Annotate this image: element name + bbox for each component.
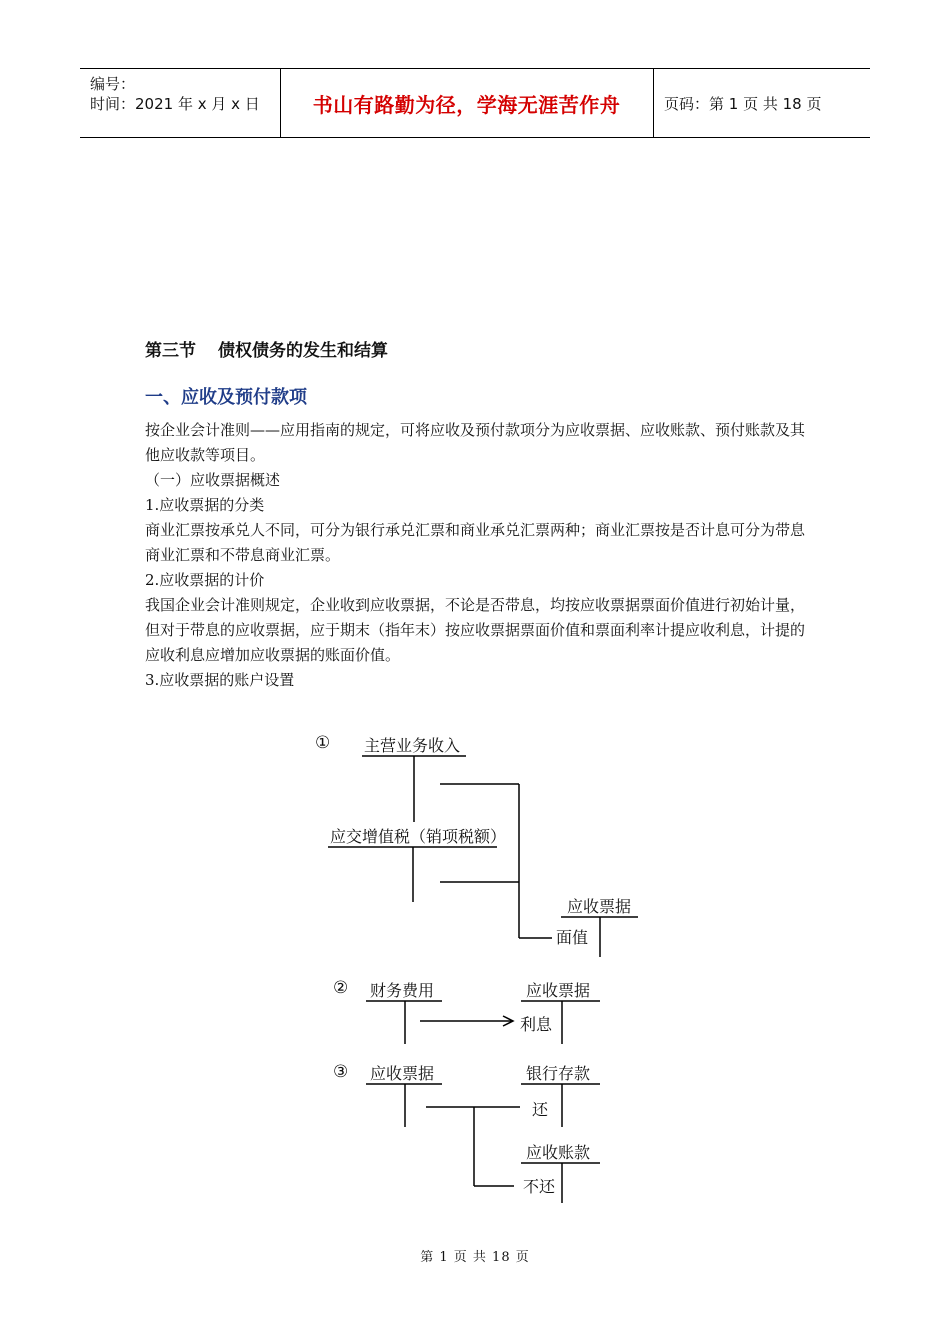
page-info: 页码：第 1 页 共 18 页: [664, 94, 822, 113]
header-page-cell: [654, 69, 870, 137]
paragraph-valuation-title: 2.应收票据的计价: [145, 571, 265, 589]
d2-number: ②: [333, 978, 349, 998]
number-label: 编号：: [90, 75, 136, 93]
motto: 书山有路勤为径，学海无涯苦作舟: [312, 92, 621, 117]
d1-account3-label: 应收票据: [567, 897, 632, 916]
d1-number: ①: [315, 733, 331, 753]
section-number: 第三节: [145, 341, 196, 361]
paragraph-account-setup-title: 3.应收票据的账户设置: [145, 671, 295, 689]
d2-note-interest: 利息: [520, 1015, 553, 1034]
d3-note-not-repaid: 不还: [523, 1177, 556, 1196]
header-meta-cell: [80, 69, 281, 137]
heading-receivables: 一、应收及预付款项: [145, 387, 307, 408]
d2-account1-label: 财务费用: [370, 981, 435, 1000]
d2-account2-label: 应收票据: [526, 981, 591, 1000]
paragraph-valuation: 我国企业会计准则规定，企业收到应收票据，不论是否带息，均按应收票据票面价值进行初始计量，但对于带息的应收票据，应于期末（指年末）按应收票据票面价值和票面利率计提应收利息，计提的应收利息应增加应收票据的账面价值。: [145, 596, 806, 664]
paragraph-classification: 商业汇票按承兑人不同，可分为银行承兑汇票和商业承兑汇票两种；商业汇票按是否计息可分为带息商业汇票和不带息商业汇票。: [145, 521, 806, 564]
section-name: 债权债务的发生和结算: [218, 341, 388, 361]
paragraph-intro: 按企业会计准则——应用指南的规定，可将应收及预付款项分为应收票据、应收账款、预付账款及其他应收款等项目。: [145, 421, 806, 464]
d2-arrow-head: [503, 1016, 513, 1026]
d3-number: ③: [333, 1062, 349, 1082]
d3-account1-label: 应收票据: [370, 1064, 435, 1083]
d3-note-repaid: 还: [532, 1100, 549, 1119]
d1-note-face-value: 面值: [556, 928, 589, 947]
paragraph-classification-title: 1.应收票据的分类: [145, 496, 265, 514]
d1-account2-label: 应交增值税（销项税额）: [330, 827, 507, 846]
time-label: 时间：2021 年 x 月 x 日: [90, 95, 260, 113]
section-title: [145, 336, 388, 361]
document-header: [80, 68, 870, 138]
d1-account1-label: 主营业务收入: [364, 736, 461, 755]
header-motto-cell: [280, 69, 654, 137]
paragraph-subheading: （一）应收票据概述: [145, 471, 281, 489]
d3-account2-label: 银行存款: [526, 1064, 591, 1083]
d3-account3-label: 应收账款: [526, 1143, 591, 1162]
page-footer: 第 1 页 共 18 页: [420, 1250, 530, 1265]
